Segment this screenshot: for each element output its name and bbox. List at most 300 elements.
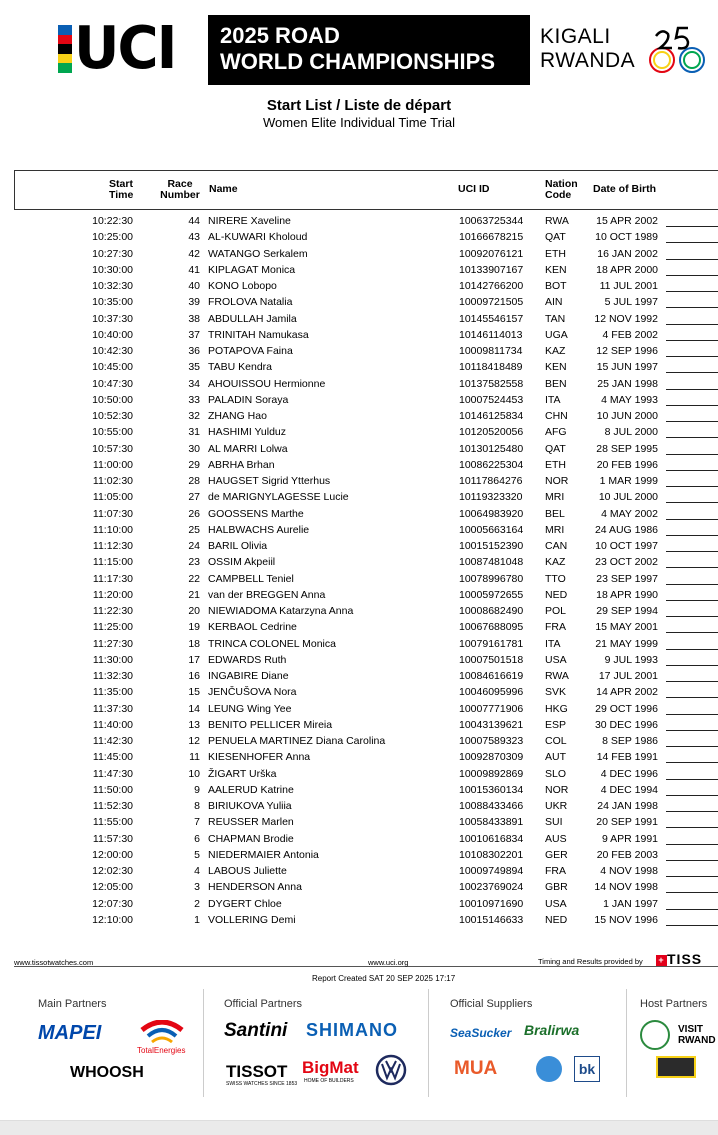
nation-code-cell: KEN	[545, 263, 567, 276]
result-blank-line	[666, 389, 718, 390]
start-time-cell: 11:32:30	[92, 670, 133, 682]
race-number-cell: 31	[188, 426, 200, 439]
nation-code-cell: NOR	[545, 783, 569, 796]
nation-code-cell: CHN	[545, 410, 568, 422]
race-number-cell: 40	[188, 280, 200, 292]
uci-id-cell: 10088433466	[459, 800, 524, 812]
date-of-birth-cell: 15 JUN 1997	[596, 361, 658, 374]
result-blank-line	[666, 909, 718, 910]
start-time-cell: 10:27:30	[92, 247, 133, 260]
race-number-cell: 26	[188, 507, 200, 520]
table-row	[0, 863, 718, 879]
date-of-birth-cell: 4 DEC 1996	[600, 767, 658, 780]
table-row	[0, 554, 718, 570]
race-number-cell: 20	[188, 605, 200, 617]
table-row	[0, 294, 718, 310]
uci-id-cell: 10007501518	[459, 653, 524, 666]
race-number-cell: 7	[194, 816, 200, 829]
rider-name-cell: KONO Lobopo	[208, 280, 277, 292]
date-of-birth-cell: 20 FEB 1996	[596, 458, 658, 471]
race-number-cell: 10	[188, 767, 200, 780]
race-number-cell: 35	[188, 361, 200, 374]
rider-name-cell: HENDERSON Anna	[208, 881, 302, 894]
result-blank-line	[666, 226, 718, 227]
date-of-birth-cell: 20 FEB 2003	[596, 848, 658, 861]
table-row	[0, 522, 718, 538]
date-of-birth-cell: 4 FEB 2002	[602, 328, 658, 341]
uci-id-cell: 10007771906	[459, 702, 524, 715]
table-row	[0, 879, 718, 895]
rider-name-cell: BIRIUKOVA Yuliia	[208, 800, 292, 812]
result-blank-line	[666, 242, 718, 243]
start-time-cell: 11:20:00	[92, 588, 133, 601]
rwanda-cycling-federation-logo-icon	[656, 1056, 696, 1078]
uci-id-cell: 10117864276	[459, 475, 523, 487]
start-time-cell: 11:42:30	[92, 735, 133, 747]
start-time-cell: 11:35:00	[92, 686, 133, 699]
official-suppliers-title: Official Suppliers	[450, 998, 533, 1010]
bk-logo-text: bk	[574, 1056, 600, 1082]
column-header-race-number-line1: Race	[167, 178, 193, 190]
start-time-cell: 11:45:00	[92, 751, 133, 764]
date-of-birth-cell: 5 JUL 1997	[604, 296, 658, 309]
rider-name-cell: FROLOVA Natalia	[208, 296, 293, 309]
rider-name-cell: PALADIN Soraya	[208, 393, 289, 406]
nation-code-cell: KAZ	[545, 556, 566, 569]
start-time-cell: 11:57:30	[92, 832, 133, 845]
result-blank-line	[666, 551, 718, 552]
nation-code-cell: ITA	[545, 393, 561, 406]
start-time-cell: 10:52:30	[92, 410, 133, 422]
nation-code-cell: USA	[545, 653, 567, 666]
race-number-cell: 43	[188, 231, 200, 244]
table-row	[0, 408, 718, 424]
table-row	[0, 668, 718, 684]
column-header-start-time	[109, 179, 133, 201]
uci-id-cell: 10119323320	[459, 491, 523, 504]
date-of-birth-cell: 8 SEP 1986	[602, 735, 658, 747]
table-row	[0, 311, 718, 327]
uci-id-cell: 10008682490	[459, 605, 524, 617]
start-time-cell: 10:45:00	[92, 361, 133, 374]
race-number-cell: 4	[194, 865, 200, 877]
uci-id-cell: 10087481048	[459, 556, 524, 569]
table-row	[0, 766, 718, 782]
footer-uci-link[interactable]: www.uci.org	[368, 958, 409, 967]
uci-id-cell: 10046095996	[459, 686, 524, 699]
rider-name-cell: HASHIMI Yulduz	[208, 426, 287, 439]
uci-id-cell: 10063725344	[459, 215, 524, 227]
table-row	[0, 278, 718, 294]
uci-id-cell: 10133907167	[459, 263, 524, 276]
rider-name-cell: HALBWACHS Aurelie	[208, 523, 310, 536]
start-time-cell: 12:07:30	[92, 897, 133, 910]
result-blank-line	[666, 535, 718, 536]
race-number-cell: 32	[188, 410, 200, 422]
uci-id-cell: 10086225304	[459, 458, 524, 471]
column-header-dob: Date of Birth	[593, 183, 656, 195]
partners-divider	[203, 989, 204, 1097]
nation-code-cell: HKG	[545, 702, 568, 715]
footer-divider	[14, 966, 718, 967]
event-title-line2: WORLD CHAMPIONSHIPS	[220, 49, 495, 74]
date-of-birth-cell: 4 DEC 1994	[600, 783, 658, 796]
nation-code-cell: SLO	[545, 767, 567, 780]
uci-id-cell: 10009749894	[459, 865, 524, 877]
uci-id-cell: 10130125480	[459, 442, 524, 455]
document-subtitle: Women Elite Individual Time Trial	[263, 115, 455, 130]
nation-code-cell: NED	[545, 913, 568, 926]
mapei-logo	[38, 1022, 101, 1045]
totalenergies-logo-text: TotalEnergies	[137, 1046, 186, 1055]
rider-name-cell: WATANGO Serkalem	[208, 247, 308, 260]
visit-rwanda-logo	[678, 1024, 716, 1046]
date-of-birth-cell: 20 SEP 1991	[596, 816, 658, 829]
date-of-birth-cell: 12 SEP 1996	[596, 345, 658, 357]
race-number-cell: 21	[188, 588, 200, 601]
uci-id-cell: 10142766200	[459, 280, 524, 292]
column-header-race-number-line2: Number	[160, 189, 200, 201]
nation-code-cell: FRA	[545, 865, 566, 877]
table-row	[0, 733, 718, 749]
nation-code-cell: UKR	[545, 800, 568, 812]
table-row	[0, 701, 718, 717]
race-number-cell: 8	[194, 800, 200, 812]
race-number-cell: 24	[188, 540, 200, 552]
start-time-cell: 11:52:30	[92, 800, 133, 812]
partners-divider	[626, 989, 627, 1097]
date-of-birth-cell: 23 OCT 2002	[595, 556, 658, 569]
result-blank-line	[666, 730, 718, 731]
footer-tissot-link[interactable]: www.tissotwatches.com	[14, 958, 94, 967]
race-number-cell: 17	[188, 653, 200, 666]
uci-id-cell: 10005972655	[459, 588, 524, 601]
race-number-cell: 29	[188, 458, 200, 471]
bigmat-tagline: HOME OF BUILDERS	[304, 1078, 354, 1084]
date-of-birth-cell: 23 SEP 1997	[596, 572, 658, 585]
race-number-cell: 19	[188, 621, 200, 634]
table-row	[0, 473, 718, 489]
date-of-birth-cell: 24 AUG 1986	[594, 523, 658, 536]
host-partners-title: Host Partners	[640, 998, 708, 1010]
race-number-cell: 23	[188, 556, 200, 569]
tissot-tagline: SWISS WATCHES SINCE 1853	[226, 1081, 298, 1087]
table-row	[0, 896, 718, 912]
table-row	[0, 798, 718, 814]
uci-id-cell: 10010971690	[459, 897, 524, 910]
visit-rwanda-line2: RWAND	[678, 1035, 716, 1046]
result-blank-line	[666, 324, 718, 325]
rider-name-cell: JENČUŠOVA Nora	[208, 686, 297, 699]
table-row	[0, 538, 718, 554]
nation-code-cell: AFG	[545, 426, 567, 439]
bralirwa-logo-text: Bralirwa	[524, 1022, 580, 1038]
uci-id-cell: 10067688095	[459, 621, 524, 634]
start-time-cell: 11:37:30	[92, 702, 133, 715]
date-of-birth-cell: 4 NOV 1998	[600, 865, 658, 877]
rider-name-cell: LEUNG Wing Yee	[208, 702, 292, 715]
result-blank-line	[666, 681, 718, 682]
host-line2: RWANDA	[540, 49, 636, 72]
date-of-birth-cell: 28 SEP 1995	[596, 442, 658, 455]
uci-logo-text: UCI	[74, 14, 176, 83]
result-blank-line	[666, 259, 718, 260]
table-row	[0, 912, 718, 928]
result-blank-line	[666, 860, 718, 861]
rider-name-cell: TRINITAH Namukasa	[208, 328, 309, 341]
partners-band	[0, 988, 718, 1103]
start-time-cell: 10:42:30	[92, 345, 133, 357]
race-number-cell: 14	[188, 702, 200, 715]
rider-name-cell: KIESENHOFER Anna	[208, 751, 311, 764]
mapei-logo-text: MAPEI	[38, 1022, 102, 1044]
race-number-cell: 13	[188, 718, 200, 731]
result-blank-line	[666, 697, 718, 698]
race-number-cell: 42	[188, 247, 200, 260]
result-blank-line	[666, 421, 718, 422]
nation-code-cell: POL	[545, 605, 567, 617]
rider-name-cell: TABU Kendra	[208, 361, 272, 374]
rider-name-cell: EDWARDS Ruth	[208, 653, 287, 666]
table-row	[0, 587, 718, 603]
race-number-cell: 44	[188, 215, 200, 227]
table-row	[0, 376, 718, 392]
result-blank-line	[666, 486, 718, 487]
mua-logo-text: MUA	[454, 1058, 498, 1079]
start-time-cell: 10:22:30	[92, 215, 133, 227]
date-of-birth-cell: 10 JUL 2000	[598, 491, 658, 504]
shimano-logo-text: SHIMANO	[306, 1020, 398, 1040]
table-row	[0, 327, 718, 343]
seasucker-logo-text: SeaSucker	[450, 1026, 512, 1040]
date-of-birth-cell: 10 OCT 1997	[595, 540, 658, 552]
date-of-birth-cell: 1 MAR 1999	[599, 475, 658, 487]
nation-code-cell: MRI	[545, 523, 565, 536]
nation-code-cell: RWA	[545, 670, 569, 682]
uci-id-cell: 10092870309	[459, 751, 524, 764]
uci-id-cell: 10092076121	[459, 247, 524, 260]
volkswagen-logo-icon	[375, 1054, 407, 1086]
race-number-cell: 27	[188, 491, 200, 504]
result-blank-line	[666, 632, 718, 633]
nation-code-cell: MRI	[545, 491, 565, 504]
date-of-birth-cell: 30 DEC 1996	[594, 718, 658, 731]
uci-id-cell: 10079161781	[459, 637, 524, 650]
race-number-cell: 30	[188, 442, 200, 455]
start-time-cell: 11:55:00	[92, 816, 133, 829]
result-blank-line	[666, 746, 718, 747]
date-of-birth-cell: 15 MAY 2001	[595, 621, 658, 634]
result-blank-line	[666, 892, 718, 893]
rider-name-cell: KERBAOL Cedrine	[208, 621, 297, 634]
date-of-birth-cell: 17 JUL 2001	[598, 670, 658, 682]
rider-name-cell: ABRHA Brhan	[208, 458, 275, 471]
result-blank-line	[666, 372, 718, 373]
table-row	[0, 506, 718, 522]
race-number-cell: 16	[188, 670, 200, 682]
race-number-cell: 36	[188, 345, 200, 357]
kigali-2025-logo-icon	[646, 22, 708, 76]
race-number-cell: 34	[188, 377, 200, 390]
nation-code-cell: COL	[545, 735, 567, 747]
date-of-birth-cell: 9 JUL 1993	[604, 653, 658, 666]
start-time-cell: 12:05:00	[92, 881, 133, 894]
result-blank-line	[666, 307, 718, 308]
table-row	[0, 392, 718, 408]
start-list-table	[0, 213, 718, 928]
totalenergies-logo-icon	[138, 1020, 186, 1044]
rider-name-cell: BENITO PELLICER Mireia	[208, 718, 333, 731]
start-time-cell: 10:57:30	[92, 442, 133, 455]
uci-id-cell: 10015152390	[459, 540, 524, 552]
nation-code-cell: QAT	[545, 442, 566, 455]
main-partners-title: Main Partners	[38, 998, 107, 1010]
uci-id-cell: 10120520056	[459, 426, 524, 439]
rider-name-cell: CAMPBELL Teniel	[208, 572, 294, 585]
column-header-start-time-line2: Time	[109, 189, 134, 201]
table-row	[0, 652, 718, 668]
footer-tissot-brand-text: TISS	[667, 951, 703, 967]
rider-name-cell: TRINCA COLONEL Monica	[208, 637, 336, 650]
nation-code-cell: GBR	[545, 881, 568, 894]
start-time-cell: 11:15:00	[92, 556, 133, 569]
rider-name-cell: GOOSSENS Marthe	[208, 507, 304, 520]
result-blank-line	[666, 649, 718, 650]
race-number-cell: 1	[194, 913, 200, 926]
table-row	[0, 717, 718, 733]
nation-code-cell: ITA	[545, 637, 561, 650]
rider-name-cell: de MARIGNYLAGESSE Lucie	[208, 491, 349, 504]
uci-id-cell: 10146125834	[459, 410, 524, 422]
race-number-cell: 5	[194, 848, 200, 861]
race-number-cell: 38	[188, 312, 200, 325]
race-number-cell: 11	[189, 751, 200, 764]
result-blank-line	[666, 616, 718, 617]
uci-id-cell: 10108302201	[459, 848, 524, 861]
date-of-birth-cell: 29 SEP 1994	[596, 605, 658, 617]
uci-id-cell: 10023769024	[459, 881, 524, 894]
result-blank-line	[666, 600, 718, 601]
nation-code-cell: KAZ	[545, 345, 566, 357]
rider-name-cell: BARIL Olivia	[208, 540, 268, 552]
result-blank-line	[666, 584, 718, 585]
nation-code-cell: ETH	[545, 458, 566, 471]
table-row	[0, 603, 718, 619]
uci-id-cell: 10015360134	[459, 783, 524, 796]
start-time-cell: 12:10:00	[92, 913, 133, 926]
rider-name-cell: AL-KUWARI Kholoud	[208, 231, 308, 244]
result-blank-line	[666, 567, 718, 568]
race-number-cell: 6	[194, 832, 200, 845]
start-time-cell: 11:25:00	[92, 621, 133, 634]
race-number-cell: 28	[188, 475, 200, 487]
official-partners-title: Official Partners	[224, 998, 303, 1010]
date-of-birth-cell: 15 NOV 1996	[594, 913, 658, 926]
rider-name-cell: NIRERE Xaveline	[208, 215, 291, 227]
footer-tissot-brand	[656, 951, 702, 967]
uci-id-cell: 10078996780	[459, 572, 524, 585]
nation-code-cell: QAT	[545, 231, 566, 244]
column-header-nation-code	[545, 179, 578, 201]
table-row	[0, 782, 718, 798]
table-row	[0, 343, 718, 359]
rider-name-cell: VOLLERING Demi	[208, 913, 296, 926]
start-time-cell: 11:17:30	[92, 572, 133, 585]
santini-logo-text: Santini	[224, 1020, 288, 1041]
result-blank-line	[666, 811, 718, 812]
uci-logo	[58, 14, 176, 83]
date-of-birth-cell: 18 APR 1990	[596, 588, 658, 601]
race-number-cell: 3	[194, 881, 200, 894]
table-row	[0, 262, 718, 278]
start-time-cell: 11:30:00	[92, 653, 133, 666]
column-header-uci-id: UCI ID	[458, 183, 490, 195]
rider-name-cell: NIEDERMAIER Antonia	[208, 848, 319, 861]
uci-id-cell: 10007589323	[459, 735, 524, 747]
race-number-cell: 25	[188, 523, 200, 536]
document-title-block	[0, 97, 718, 131]
nation-code-cell: BOT	[545, 280, 567, 292]
rider-name-cell: ZHANG Hao	[208, 410, 267, 422]
rider-name-cell: HAUGSET Sigrid Ytterhus	[208, 475, 331, 487]
result-blank-line	[666, 470, 718, 471]
race-number-cell: 37	[188, 328, 200, 341]
result-blank-line	[666, 876, 718, 877]
rider-name-cell: INGABIRE Diane	[208, 670, 289, 682]
nation-code-cell: TAN	[545, 312, 566, 325]
rider-name-cell: AL MARRI Lolwa	[208, 442, 288, 455]
host-line1: KIGALI	[540, 25, 611, 48]
rider-name-cell: AALERUD Katrine	[208, 783, 294, 796]
partners-divider	[428, 989, 429, 1097]
date-of-birth-cell: 14 FEB 1991	[596, 751, 658, 764]
uci-id-cell: 10146114013	[459, 328, 523, 341]
race-number-cell: 15	[188, 686, 200, 699]
race-number-cell: 18	[188, 637, 200, 650]
race-number-cell: 33	[188, 393, 200, 406]
date-of-birth-cell: 10 JUN 2000	[596, 410, 658, 422]
table-row	[0, 441, 718, 457]
report-created: Report Created SAT 20 SEP 2025 17:17	[312, 974, 456, 983]
page-header	[0, 0, 718, 90]
column-header-race-number	[156, 179, 204, 201]
rider-name-cell: POTAPOVA Faina	[208, 345, 293, 357]
uci-rainbow-stripes	[58, 25, 72, 73]
rider-name-cell: REUSSER Marlen	[208, 816, 294, 829]
table-row	[0, 619, 718, 635]
start-time-cell: 10:40:00	[92, 328, 133, 341]
date-of-birth-cell: 15 APR 2002	[596, 215, 658, 227]
race-number-cell: 39	[188, 296, 200, 309]
uci-id-cell: 10043139621	[459, 718, 524, 731]
result-blank-line	[666, 405, 718, 406]
result-blank-line	[666, 827, 718, 828]
nation-code-cell: ESP	[545, 718, 567, 731]
start-time-cell: 10:50:00	[92, 393, 133, 406]
nation-code-cell: UGA	[545, 328, 568, 341]
rider-name-cell: van der BREGGEN Anna	[208, 588, 326, 601]
uci-id-cell: 10005663164	[459, 523, 524, 536]
table-row	[0, 457, 718, 473]
footer-timing-text: Timing and Results provided by	[538, 957, 643, 966]
table-header	[14, 170, 718, 210]
date-of-birth-cell: 10 OCT 1989	[595, 231, 658, 244]
nation-code-cell: NED	[545, 588, 568, 601]
nation-code-cell: AUS	[545, 832, 567, 845]
table-row	[0, 229, 718, 245]
result-blank-line	[666, 291, 718, 292]
rider-name-cell: KIPLAGAT Monica	[208, 263, 296, 276]
